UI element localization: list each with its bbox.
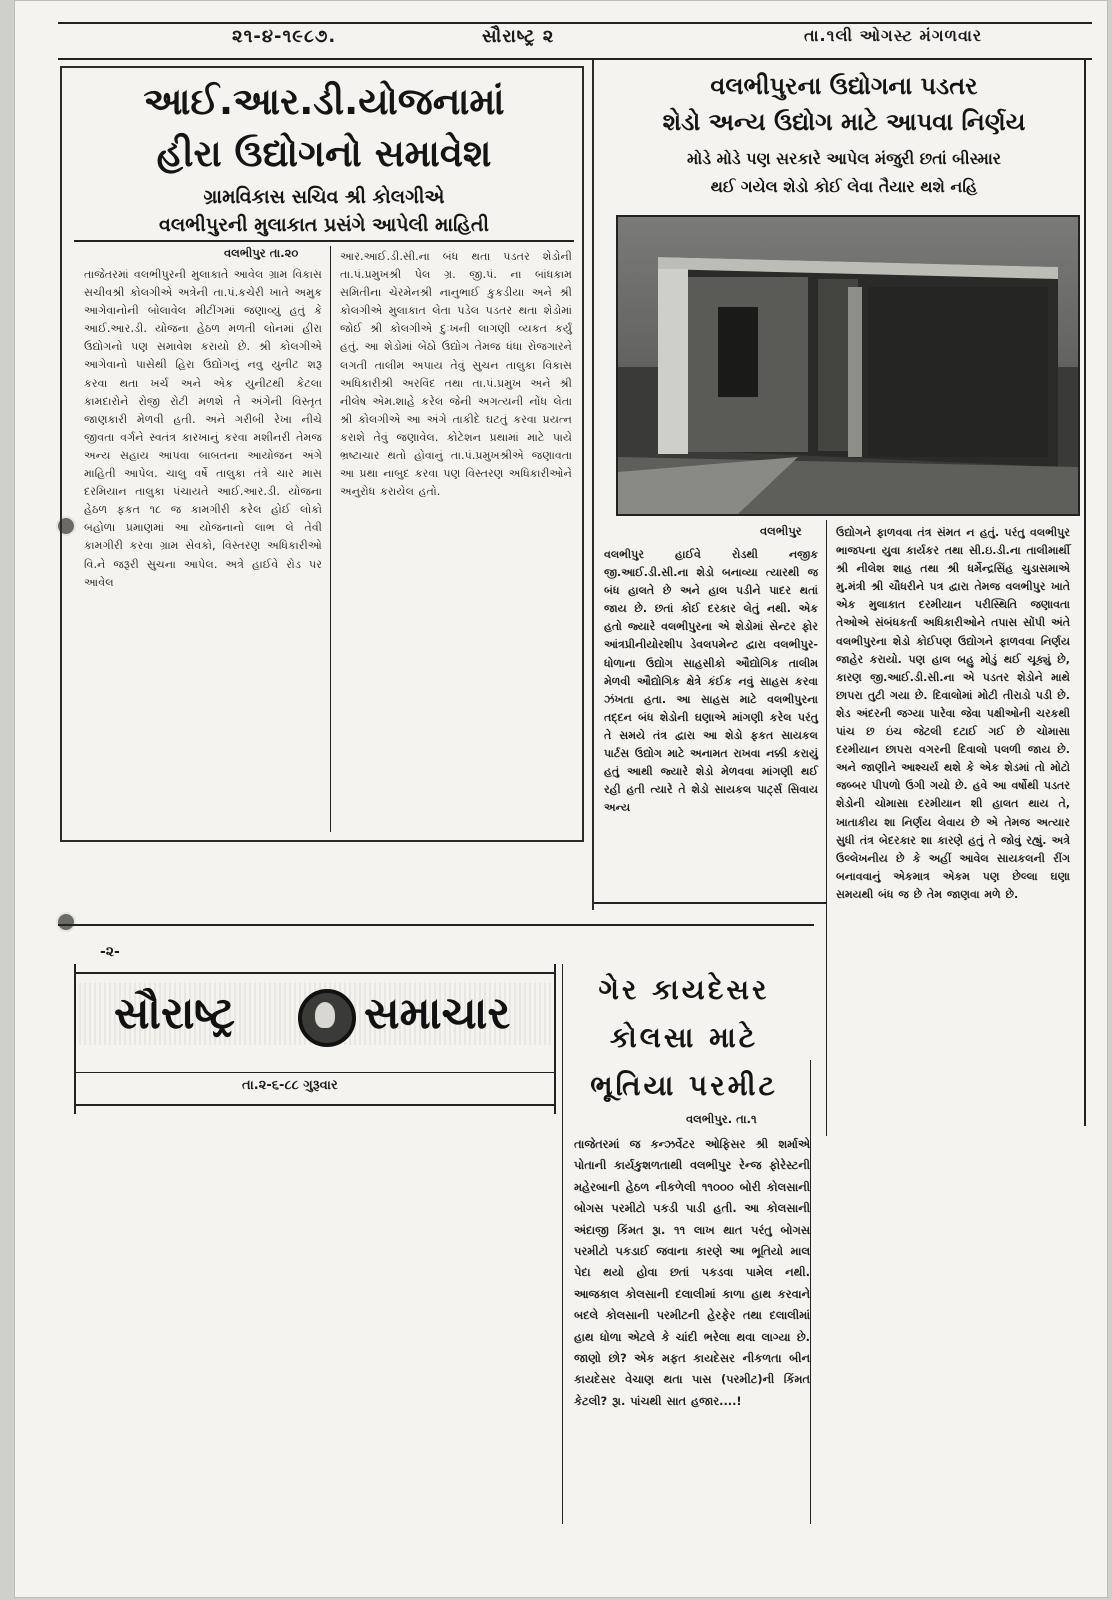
right-page-border bbox=[1084, 60, 1086, 1126]
article-diamond-head-rule bbox=[74, 240, 574, 242]
article-coal-body: તાજેતરમાં જ કન્ઝર્વેટર ઓફિસર શ્રી શર્માએ પોતાની કાર્યકુશળતાથી વલભીપુર રેન્જ ફોરેસ્ટની મહેરબાની હેઠળ નીકળેલી ૧૧૦૦૦ બોરી કોલસાની બોગસ પરમીટો પકડી પાડી હતી. આ કોલસાની અંદાજી કિંમત રૂા. ૧૧ લાખ થાત પરંતુ બોગસ પરમીટો પકડાઈ જવાના કારણે આ ભૂતિયો માલ પેદા થયો હોવા છતાં પકડવા પામેલ નથી. આજકાલ કોલસાની દલાલીમાં કાળા હાથ કરવાને બદલે કોલસાની પરમીટની હેરફેર તથા દલાલીમાં હાથ ધોળા એટલે કે ચાંદી ભરેલા થવા લાગ્યા છે. જાણો છો? એક મફત કાયદેસર નીકળતા બીન કાયદેસર વેચાણ થતા પાસ (પરમીટ)ની કિંમત કેટલી? રૂા. પાંચથી સાત હજાર....! bbox=[574, 1137, 810, 1408]
article-sheds-column-rule bbox=[826, 520, 827, 1136]
article-diamond-headline-2: હીરા ઉદ્યોગનો સમાવેશ bbox=[156, 132, 492, 175]
top-section-label: સૌરાષ્ટ્ર ૨ bbox=[482, 26, 555, 47]
article-coal-headline-2: કોલસા માટે bbox=[609, 1021, 759, 1054]
article-coal-dateline: વલભીપુર. તા.૧ bbox=[686, 1112, 757, 1126]
article-diamond-headline-1: આઈ.આર.ડી.યોજનામાં bbox=[143, 80, 505, 123]
article-sheds-column-1-bottom-rule bbox=[594, 902, 826, 904]
article-diamond-subhead-2: વલભીપુરની મુલાકાત પ્રસંગે આપેલી માહિતી bbox=[159, 214, 489, 236]
masthead-mid-rule bbox=[74, 1072, 554, 1073]
article-coal-headline-1: ગેર કાયદેસર bbox=[598, 973, 770, 1006]
masthead-block bbox=[74, 975, 554, 1085]
abandoned-shed-photo bbox=[616, 215, 1080, 516]
page-marker: -૨- bbox=[100, 944, 120, 960]
article-coal-left-rule bbox=[562, 964, 563, 1524]
masthead-right-border bbox=[554, 964, 556, 1114]
article-sheds-subhead-1: મોડે મોડે પણ સરકારે આપેલ મંજુરી છતાં બીસ્માર bbox=[686, 149, 1002, 168]
masthead-name-right: સમાચાર bbox=[364, 988, 511, 1039]
clipping-2-top-rule bbox=[58, 924, 814, 926]
article-diamond-column-rule bbox=[330, 246, 331, 832]
article-diamond-dateline: વલભીપુર તા.૨૦ bbox=[224, 246, 299, 260]
article-sheds-dateline: વલભીપુર bbox=[760, 524, 802, 538]
article-sheds-headline-2: શેડો અન્ય ઉદ્યોગ માટે આપવા નિર્ણય bbox=[662, 108, 1026, 136]
article-sheds-headline-1: વલભીપુરના ઉદ્યોગના પડતર bbox=[710, 72, 978, 100]
shed-photo-image bbox=[618, 217, 1078, 514]
article-coal-right-rule bbox=[810, 1060, 811, 1524]
masthead-date: તા.૨-૬-૮૮ ગુરૂવાર bbox=[242, 1078, 338, 1093]
article-diamond-column-2: આર.આઈ.ડી.સી.ના બંધ થતા પડતર શેડોની તા.પં.પ્રમુખશ્રી પેલ ગ્ર. જી.પં. ના બાંધકામ સમિતીના ચેરમેનશ્રી નાનુભાઈ કુકડીયા અને શ્રી કોલગીએ મુલાકાત લેતા પડેલ પડતર થતા શેડોમાં જોઈ શ્રી કોલગીએ દુઃખની લાગણી વ્યકત કર્યું હતું. આ શેડોમાં બેઠો ઉદ્યોગ તેમજ ધંધા રોજગારને લગતી તાલીમ અપાય તેવું સુચન તાલુકા વિકાસ અધિકારીશ્રી અરવિંદ તથા તા.પં.પ્રમુખ અને શ્રી નીલેષ એમ.શાહે કરેલ જેની અગત્યની નોંધ લેતા શ્રી કોલગીએ આ અંગે તાકીદે ઘટતું કરવા પ્રયત્ન કરાશે તેવું જણાવેલ. કોટેશન પ્રથામાં માટે પાયે ભ્રષ્ટાચાર થતો હોવાનું તા.પં.પ્રમુખશ્રીએ જણાવતા આ પ્રથા નાબુદ કરવા પણ વિસ્તરણ અધિકારીઓને અનુરોધ કરાયેલ હતો. bbox=[340, 250, 572, 499]
article-sheds-column-1: વલભીપુર હાઈવે રોડથી નજીક જી.આઈ.ડી.સી.ના શેડો બનાવ્યા ત્યારથી જ બંધ હાલતે છે અને હાલ પડીને પાદર થતાં જાય છે. છતાં કોઈ દરકાર લેતું નથી. એક હતો જ્યારે વલભીપુરના એ શેડોમાં સેન્ટર ફોર આંત્રપ્રીનીયોરશીપ ડેવલપમેન્ટ દ્વારા વલભીપુર-ધોળાના ઉદ્યોગ સાહસીકો ઔદ્યોગિક તાલીમ મેળવી ઔદ્યોગિક ક્ષેત્રે કંઈક નવું સાહસ કરવા ઝંખતા હતા. આ સાહસ માટે વલભીપુરના તદ્દન બંધ શેડોની ઘણાએ માંગણી કરેલ પરંતુ તે સમયે તંત્ર દ્વારા આ શેડો ફકત સાયકલ પાર્ટસ ઉદ્યોગ માટે અનામત રાખવા નક્કી કરાયું હતું આથી જ્યારે શેડો મેળવવા માંગણી થઈ રહી હતી ત્યારે તે શેડો સાયકલ પાર્ટ્સ સિવાય અન્ય bbox=[604, 548, 818, 815]
top-left-date: ૨૧-૪-૧૯૮૭. bbox=[232, 26, 337, 47]
masthead-emblem-icon bbox=[298, 989, 356, 1047]
article-diamond-subhead-1: ગ્રામવિકાસ સચિવ શ્રી કોલગીએ bbox=[203, 186, 445, 208]
punch-hole-lower bbox=[56, 912, 76, 932]
article-sheds-subhead-2: થઈ ગયેલ શેડો કોઈ લેવા તૈયાર થશે નહિ bbox=[710, 177, 978, 196]
article-diamond-column-1: તાજેતરમાં વલભીપુરની મુલાકાતે આવેલ ગ્રામ વિકાસ સચીવશ્રી કોલગીએ અત્રેની તા.પં.કચેરી ખાતે અમુક આગેવાનોની બોલાવેલ મીટીંગમાં જણાવ્યું હતું કે આઈ.આર.ડી. યોજના હેઠળ મળતી લોનમાં હીરા ઉદ્યોગનો પણ સમાવેશ કરાયો છે. શ્રી કોલગીએ આગેવાનો પાસેથી હિરા ઉદ્યોગનું નવુ યુનીટ શરૂ કરવા થતા ખર્ચ અને એક યુનીટથી કેટલા કામદારોને રોજી રોટી મળશે તે અંગેની વિસ્તૃત જાણકારી મેળવી હતી. અને ગરીબી રેખા નીચે જીવતા વર્ગને સ્વતંત્ર કારખાનું કરવા મશીનરી તેમજ અન્ય સહાય આપવા બાબતના આયોજન અંગે માહિતી આપેલ. ચાલુ વર્ષે તાલુકા તંત્રે ચાર માસ દરમિયાન તાલુકા પંચાયતે આઈ.આર.ડી. યોજના હેઠળ ફકત ૧૮ જ કામગીરી કરેલ હોઈ લોકો બહોળા પ્રમાણમાં આ યોજનાનો લાભ લે તેવી કામગીરી કરવા ગ્રામ સેવકો, વિસ્તરણ અધિકારીઓ વિ.ને જરૂરી સુચના આપેલ. અત્રે હાઈવે રોડ પર આવેલ bbox=[84, 268, 322, 589]
masthead-left-border bbox=[74, 964, 76, 1114]
article-coal-headline-3: ભૂતિયા પરમીટ bbox=[590, 1069, 778, 1102]
top-rule bbox=[58, 22, 1092, 24]
top-right-date: તા.૧લી ઓગસ્ટ મંગળવાર bbox=[804, 26, 983, 45]
masthead-top-rule bbox=[74, 972, 554, 974]
newspaper-clipping-sheet bbox=[14, 0, 1108, 1598]
masthead-bottom-rule bbox=[74, 1104, 554, 1106]
masthead-name-left: સૌરાષ્ટ્ર bbox=[114, 988, 236, 1039]
article-sheds-column-2: ઉદ્યોગને ફાળવવા તંત્ર સંમત ન હતું. પરંતુ વલભીપુર ભાજપના યુવા કાર્યકર તથા સી.ઇ.ડી.ના તાલીમાર્થી શ્રી નીલેશ શાહ તથા શ્રી ધર્મેન્દ્રસિંહ ચુડાસમાએ મુ.મંત્રી શ્રી ચૌધરીને પત્ર દ્વારા તેમજ વલભીપુર ખાતે એક મુલાકાત દરમીયાન પરીસ્થિતિ જણાવતા તેઓએ સંબંધકર્તા અધિકારીઓને તપાસ સોંપી અંતે વલભીપુરના શેડો કોઈપણ ઉદ્યોગને ફાળવવા નિર્ણય જાહેર કરાયો. પણ હાલ બહુ મોડું થઈ ચૂક્યું છે, કારણ જી.આઈ.ડી.સી.ના એ પડતર શેડોને માથે છાપરા તુટી ગયા છે. દિવાલોમાં મોટી તીરાડો પડી છે. શેડ અંદરની જગ્યા પારેવા જેવા પક્ષીઓની ચરકથી પાંચ છ ઇંચ જેટલી દટાઈ ગઈ છે ચોમાસા દરમીયાન છાપરા વગરની દિવાલો પલળી જાય છે. અને જાણીને આશ્ચર્ય થશે કે એક શેડમાં તો મોટો જબ્બર પીપળો ઉગી ગયો છે. હવે આ વર્ષોથી પડતર શેડોની ચોમાસા દરમીયાન શી હાલત થાય તે, ખાતાકીય શા નિર્ણય લેવાય છે એ તેમજ અત્યાર સુધી તંત્ર બેદરકાર શા કારણે હતું તે જોવું રહ્યું. અત્રે ઉલ્લેખનીય છે કે અહીં આવેલ સાયકલની રીંગ બનાવવાનું એકમાત્ર એકમ પણ છેલ્લા ઘણા સમયથી બંધ જ છે તેમ જાણવા મળે છે. bbox=[836, 526, 1070, 901]
